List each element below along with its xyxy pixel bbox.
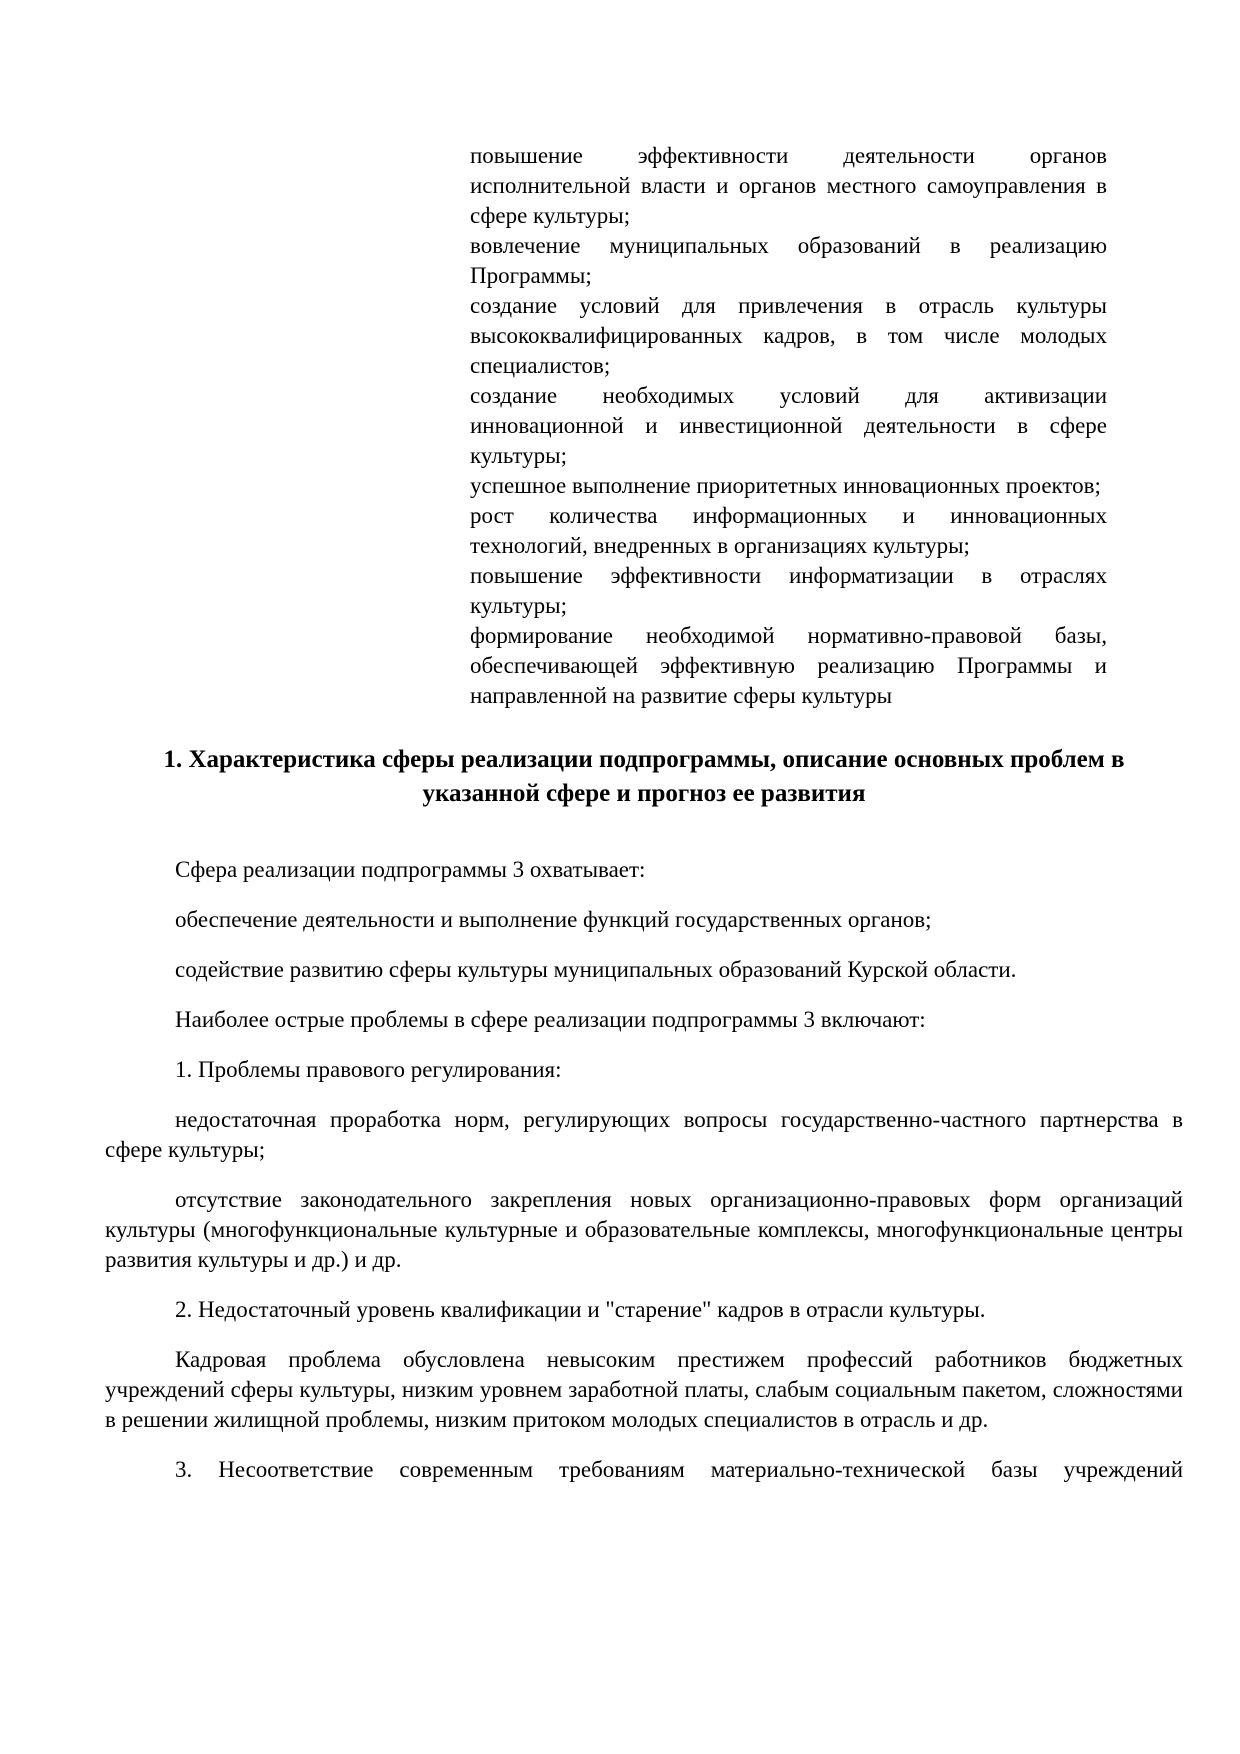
- section-heading: 1. Характеристика сферы реализации подпрограммы, описание основных проблем в указанной сфере и прогноз ее развития: [163, 746, 1125, 807]
- para-state-functions: обеспечение деятельности и выполнение функций государственных органов;: [175, 907, 932, 932]
- passport-item: создание необходимых условий для активизации инновационной и инвестиционной деятельности в сфере культуры;: [470, 383, 1107, 468]
- passport-item: повышение эффективности информатизации в отраслях культуры;: [470, 563, 1107, 618]
- para-municipal-support: содействие развитию сферы культуры муниципальных образований Курской области.: [175, 957, 1017, 982]
- passport-item: вовлечение муниципальных образований в реализацию Программы;: [470, 233, 1107, 288]
- para-insufficient-norms: недостаточная проработка норм, регулирующих вопросы государственно-частного партнерства в сфере культуры;: [105, 1107, 1183, 1162]
- para-problem-1-legal: 1. Проблемы правового регулирования:: [175, 1057, 562, 1082]
- passport-expected-results-block: [470, 141, 1107, 711]
- para-problem-2-qualification: 2. Недостаточный уровень квалификации и "старение" кадров в отрасли культуры.: [175, 1297, 986, 1322]
- passport-item: рост количества информационных и инновационных технологий, внедренных в организациях культуры;: [470, 503, 1107, 558]
- para-acute-problems: Наиболее острые проблемы в сфере реализации подпрограммы 3 включают:: [175, 1007, 926, 1032]
- passport-item: создание условий для привлечения в отрасль культуры высококвалифицированных кадров, в том числе молодых специалистов;: [470, 293, 1107, 378]
- para-problem-3-material-base: 3. Несоответствие современным требованиям материально-технической базы учреждений: [175, 1457, 1183, 1482]
- para-subprogram-scope: Сфера реализации подпрограммы 3 охватывает:: [175, 857, 646, 882]
- passport-item: повышение эффективности деятельности органов исполнительной власти и органов местного самоуправления в сфере культуры;: [470, 143, 1107, 228]
- passport-item: успешное выполнение приоритетных инновационных проектов;: [470, 473, 1101, 498]
- para-hr-problem-details: Кадровая проблема обусловлена невысоким престижем профессий работников бюджетных учреждений сферы культуры, низким уровнем заработной платы, слабым социальным пакетом, сложностями в решении жилищной проблемы, низким притоком молодых специалистов в отрасль и др.: [105, 1347, 1183, 1432]
- passport-item: формирование необходимой нормативно-правовой базы, обеспечивающей эффективную реализацию Программы и направленной на развитие сферы культуры: [470, 623, 1107, 708]
- para-missing-legal-forms: отсутствие законодательного закрепления новых организационно-правовых форм организаций культуры (многофункциональные культурные и образовательные комплексы, многофункциональные центры развития культуры и др.) и др.: [105, 1187, 1183, 1272]
